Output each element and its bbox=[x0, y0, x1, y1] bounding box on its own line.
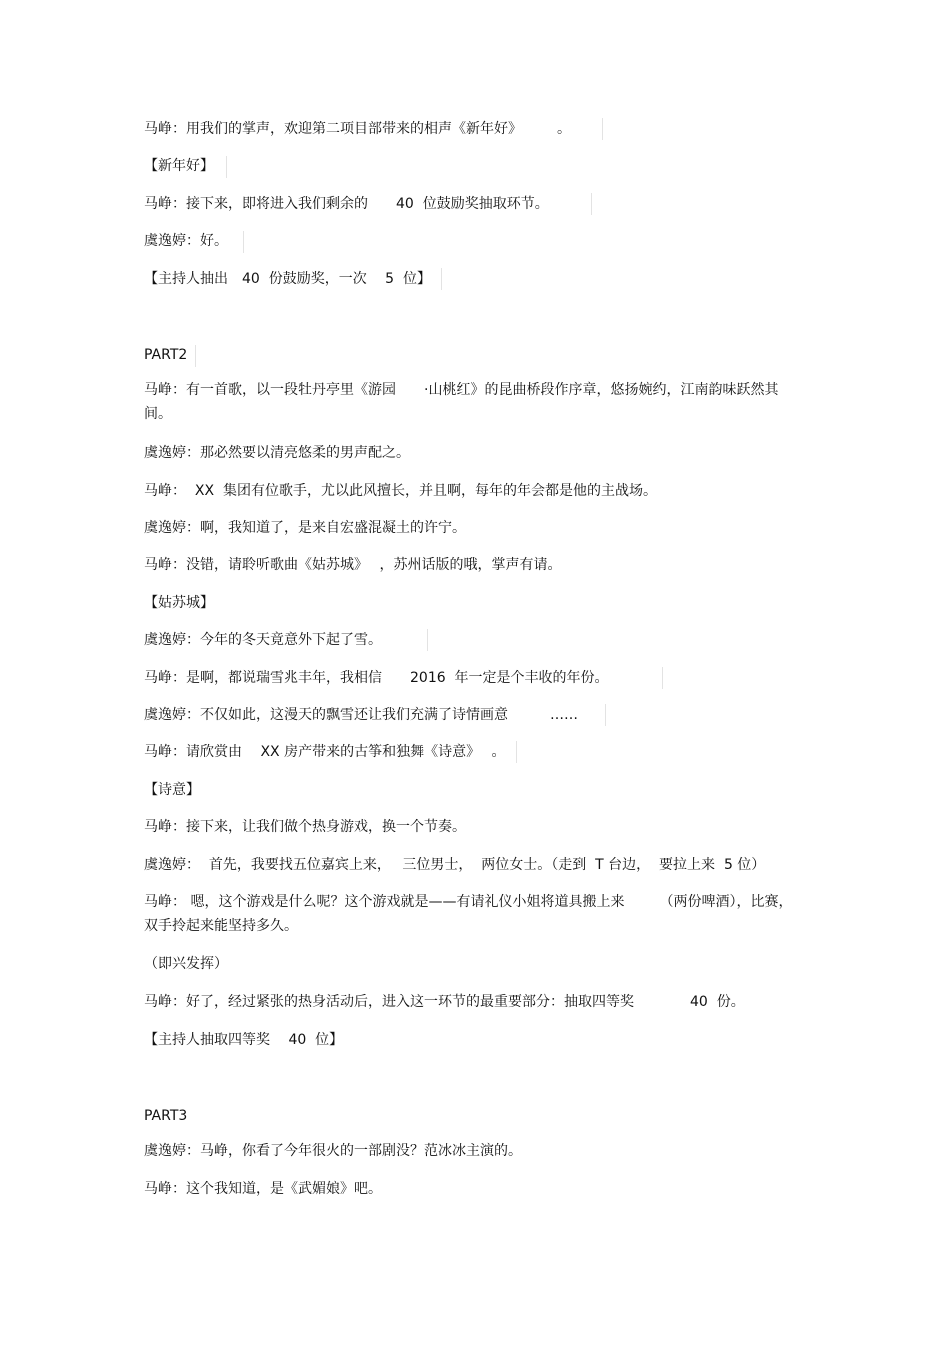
dialogue-line: 马峥：请欣赏由 XX 房产带来的古筝和独舞《诗意》 。 bbox=[144, 744, 506, 760]
dialogue-line: 虞逸婷：啊，我知道了，是来自宏盛混凝土的许宁。 bbox=[144, 520, 466, 536]
dialogue-line: 马峥：用我们的掌声，欢迎第二项目部带来的相声《新年好》 。 bbox=[144, 121, 571, 137]
dialogue-line: 马峥：有一首歌，以一段牡丹亭里《游园 ·山桃红》的昆曲桥段作序章，悠扬婉约，江南韵味跃然其间。 bbox=[144, 382, 779, 422]
divider bbox=[662, 667, 663, 689]
stage-direction: 【新年好】 bbox=[144, 158, 214, 174]
dialogue-line: 虞逸婷： 首先，我要找五位嘉宾上来， 三位男士， 两位女士。（走到 T 台边， 要拉上来 5 位） bbox=[144, 857, 766, 873]
dialogue-line: 马峥：接下来，让我们做个热身游戏，换一个节奏。 bbox=[144, 819, 466, 835]
divider bbox=[441, 268, 442, 290]
stage-direction: 【主持人抽出 40 份鼓励奖，一次 5 位】 bbox=[144, 271, 431, 287]
dialogue-line: 虞逸婷：那必然要以清亮悠柔的男声配之。 bbox=[144, 445, 410, 461]
stage-direction: 【主持人抽取四等奖 40 位】 bbox=[144, 1032, 344, 1048]
dialogue-line: 马峥： 嗯，这个游戏是什么呢？这个游戏就是——有请礼仪小姐将道具搬上来 （两份啤酒），比赛，双手拎起来能坚持多久。 bbox=[144, 894, 793, 934]
dialogue-line: 马峥：这个我知道，是《武媚娘》吧。 bbox=[144, 1181, 382, 1197]
divider bbox=[602, 118, 603, 140]
dialogue-line: 马峥：是啊，都说瑞雪兆丰年，我相信 2016 年一定是个丰收的年份。 bbox=[144, 670, 609, 686]
dialogue-line: 马峥：没错，请聆听歌曲《姑苏城》 ，苏州话版的哦，掌声有请。 bbox=[144, 557, 562, 573]
divider bbox=[226, 156, 227, 178]
stage-direction: 【诗意】 bbox=[144, 782, 200, 798]
dialogue-line: 虞逸婷：今年的冬天竟意外下起了雪。 bbox=[144, 632, 382, 648]
divider bbox=[591, 193, 592, 215]
divider bbox=[243, 231, 244, 253]
section-heading: PART3 bbox=[144, 1108, 188, 1124]
dialogue-line: 马峥：好了，经过紧张的热身活动后，进入这一环节的最重要部分：抽取四等奖 40 份。 bbox=[144, 994, 745, 1010]
divider bbox=[427, 629, 428, 651]
divider bbox=[516, 741, 517, 763]
dialogue-line: 虞逸婷：好。 bbox=[144, 233, 228, 249]
dialogue-line: 马峥： XX 集团有位歌手，尤以此风擅长，并且啊，每年的年会都是他的主战场。 bbox=[144, 483, 657, 499]
section-heading: PART2 bbox=[144, 347, 188, 363]
dialogue-line: 虞逸婷：马峥，你看了今年很火的一部剧没？范冰冰主演的。 bbox=[144, 1143, 522, 1159]
divider bbox=[195, 345, 196, 367]
stage-direction: （即兴发挥） bbox=[144, 956, 228, 972]
dialogue-line: 虞逸婷：不仅如此，这漫天的飘雪还让我们充满了诗情画意 …… bbox=[144, 707, 578, 723]
dialogue-line: 马峥：接下来，即将进入我们剩余的 40 位鼓励奖抽取环节。 bbox=[144, 196, 549, 212]
stage-direction: 【姑苏城】 bbox=[144, 595, 214, 611]
divider bbox=[605, 704, 606, 726]
